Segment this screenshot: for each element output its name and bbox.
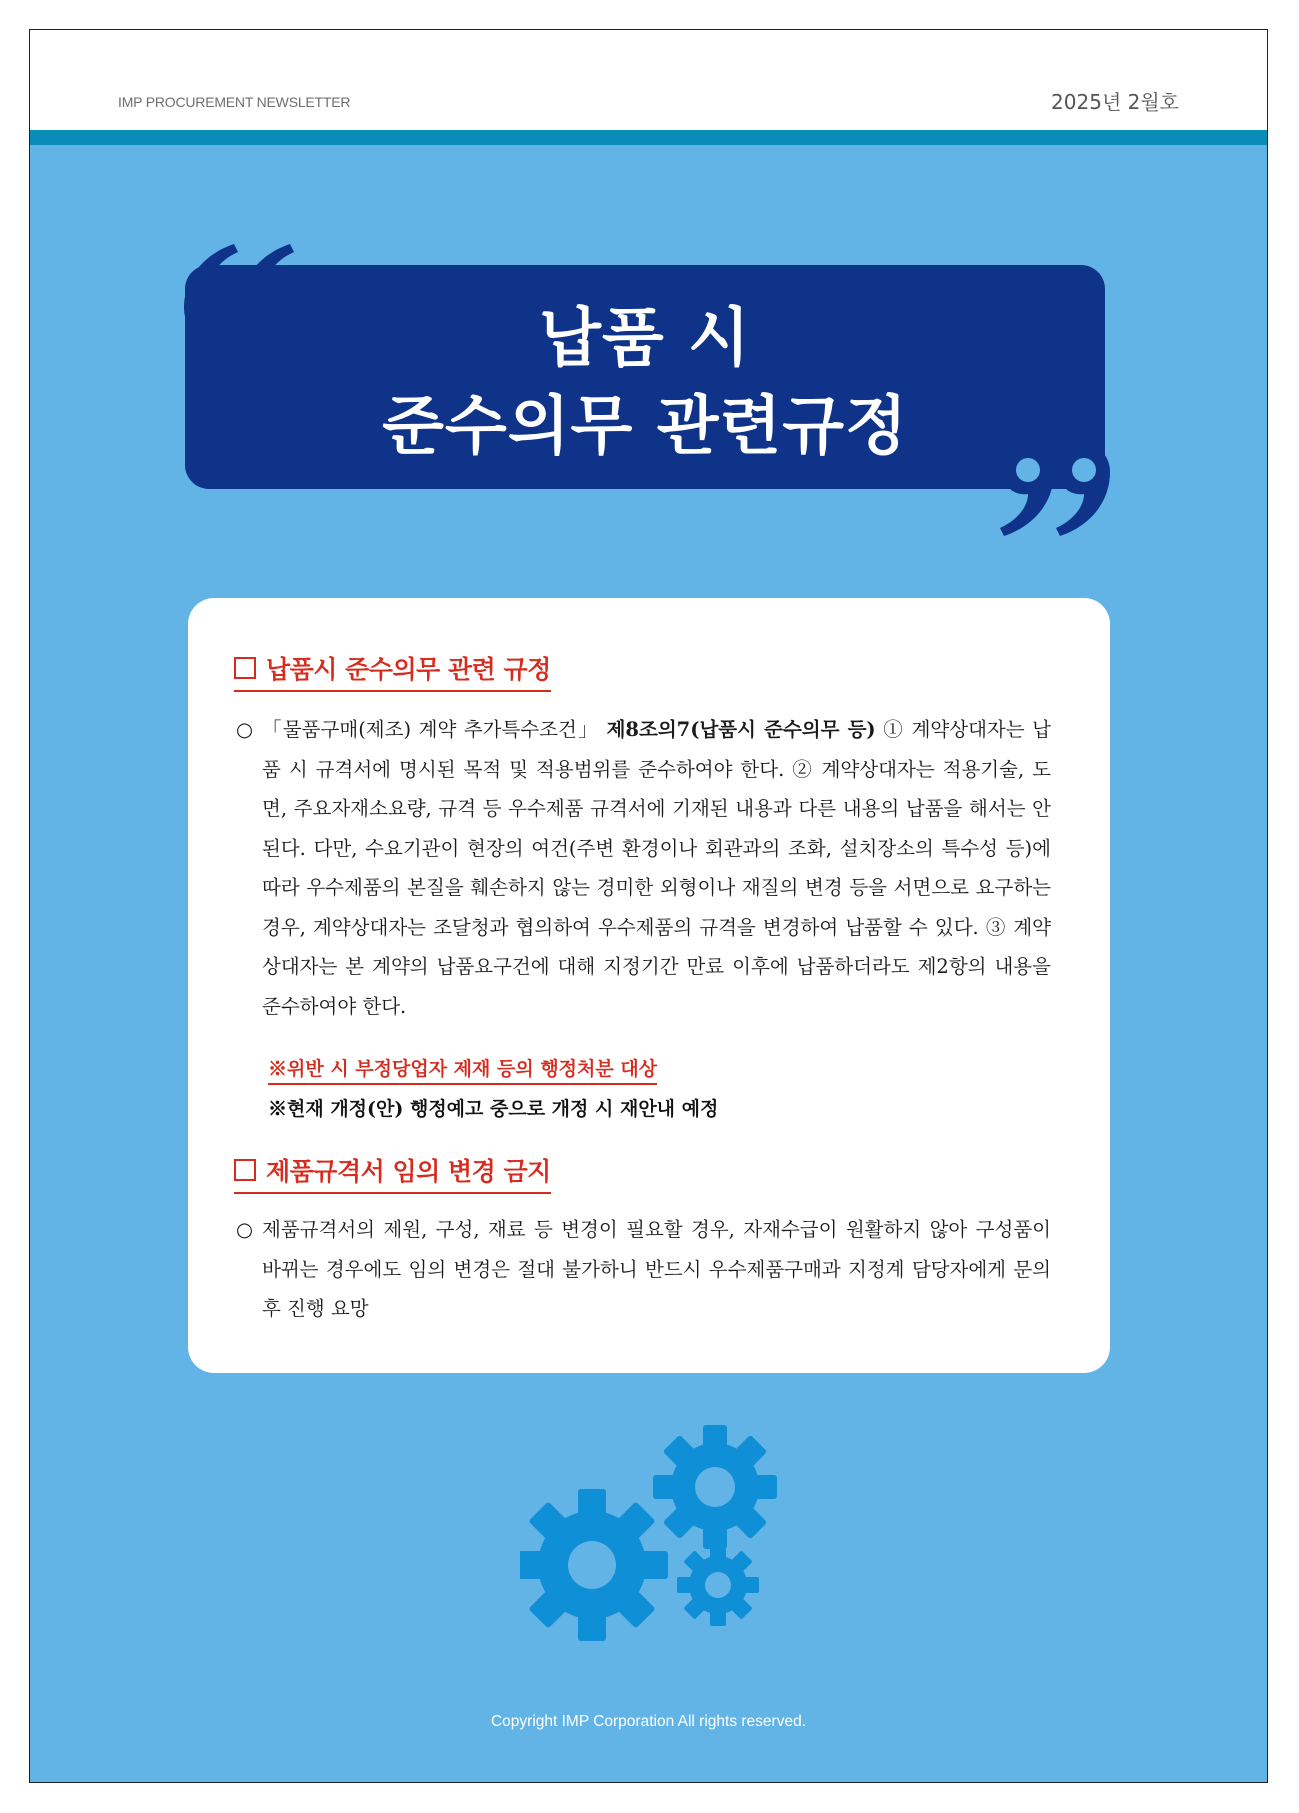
page-header [30, 30, 1267, 130]
issue-label: 2025년 2월호 [1051, 90, 1179, 114]
checkbox-square-icon [234, 657, 256, 679]
quote-close-icon [997, 442, 1112, 542]
paragraph-spec-change-ban [236, 1210, 1051, 1329]
section-heading-spec-change-ban [234, 1152, 551, 1194]
section-body-spec-change-ban [236, 1210, 1051, 1329]
page-title [185, 295, 1105, 471]
content-card [188, 598, 1110, 1373]
bullet-circle: ○ [236, 1218, 254, 1241]
newsletter-page [29, 29, 1268, 1783]
section-heading-text: 납품시 준수의무 관련 규정 [266, 655, 551, 684]
amendment-notice-note: ※현재 개정(안) 행정예고 중으로 개정 시 재안내 예정 [268, 1098, 719, 1120]
section-heading-delivery-obligations [234, 650, 551, 692]
paragraph-delivery-obligations [236, 710, 1051, 1026]
gears-icon [520, 1425, 820, 1655]
bullet-circle: ○ [236, 718, 254, 741]
contract-title: 「물품구매(제조) 계약 추가특수조건」 [262, 718, 600, 741]
violation-penalty-note: ※위반 시 부정당업자 제재 등의 행정처분 대상 [268, 1055, 657, 1085]
checkbox-square-icon [234, 1159, 256, 1181]
header-stripe [30, 130, 1267, 145]
section-body-delivery-obligations [236, 710, 1051, 1026]
copyright-footer: Copyright IMP Corporation All rights reserved. [490, 1713, 807, 1730]
section-heading-text: 제품규격서 임의 변경 금지 [266, 1157, 551, 1186]
clause-reference: 제8조의7(납품시 준수의무 등) [606, 718, 876, 741]
title-line-2: 준수의무 관련규정 [382, 390, 908, 464]
clause-text: ① 계약상대자는 납품 시 규격서에 명시된 목적 및 적용범위를 준수하여야 한다. ② 계약상대자는 적용기술, 도면, 주요자재소요량, 규격 등 우수제품 규격서에 기재된 내용과 다른 내용의 납품을 해서는 안 된다. 다만, 수요기관이 현장의 여건(주변 환경이나 회관과의 조화, 설치장소의 특수성 등)에 따라 우수제품의 본질을 훼손하지 않는 경미한 외형이나 재질의 변경 등을 서면으로 요구하는 경우, 계약상대자는 조달청과 협의하여 우수제품의 규격을 변경하여 납품할 수 있다. ③ 계약상대자는 본 계약의 납품요구건에 대해 지정기간 만료 이후에 납품하더라도 제2항의 내용을 준수하여야 한다. [262, 718, 1051, 1018]
title-banner [185, 265, 1105, 489]
spec-change-text: 제품규격서의 제원, 구성, 재료 등 변경이 필요할 경우, 자재수급이 원활하지 않아 구성품이 바뀌는 경우에도 임의 변경은 절대 불가하니 반드시 우수제품구매과 지정계 담당자에게 문의 후 진행 요망 [262, 1218, 1051, 1320]
newsletter-name: IMP PROCUREMENT NEWSLETTER [118, 94, 351, 110]
title-line-1: 납품 시 [539, 302, 751, 376]
